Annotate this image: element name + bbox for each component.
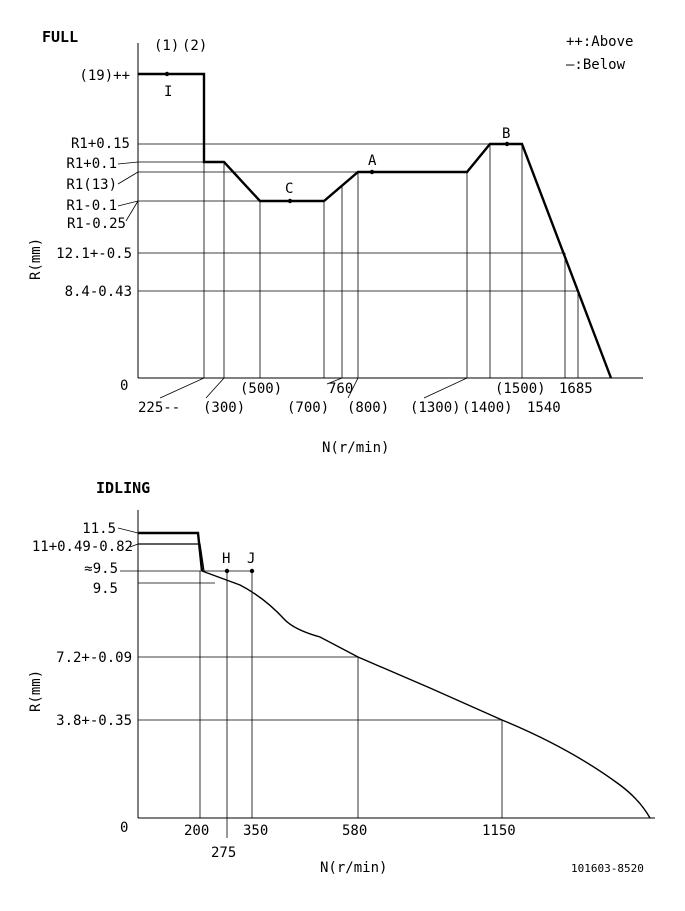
idling-main-curve	[202, 571, 650, 818]
idling-x-axis-title: N(r/min)	[320, 860, 388, 876]
point-C-marker	[288, 199, 292, 203]
idling-y-labels	[32, 521, 133, 729]
full-y-label-r1-13: R1(13)	[66, 177, 117, 193]
idling-chart	[28, 479, 655, 876]
full-x-label-1540: 1540	[527, 400, 561, 416]
legend-above: ++:Above	[566, 34, 634, 50]
idling-upper-curve	[138, 533, 202, 571]
full-chart	[28, 28, 643, 456]
idling-x-label-200: 200	[184, 823, 210, 839]
idling-y-axis-title: R(mm)	[28, 669, 44, 712]
point-A-marker	[370, 170, 374, 174]
point-J-marker	[250, 569, 254, 573]
idling-x-label-350: 350	[243, 823, 269, 839]
point-H-marker	[225, 569, 229, 573]
idling-y-label-approx-9-5: ≈9.5	[84, 561, 118, 577]
idling-title: IDLING	[96, 479, 151, 497]
full-x-label-800: (800)	[347, 400, 390, 416]
full-curve	[138, 74, 611, 378]
idling-y-label-11: 11+0.49-0.82	[31, 539, 133, 555]
full-x-label-500: (500)	[240, 381, 283, 397]
point-B-label: B	[502, 126, 511, 142]
point-I-label: I	[164, 84, 173, 100]
idling-x-label-275: 275	[211, 845, 237, 861]
full-x-label-1500: (1500)	[495, 381, 546, 397]
full-x-label-1400: (1400)	[462, 400, 513, 416]
full-x-label-300: (300)	[203, 400, 246, 416]
full-title: FULL	[42, 28, 79, 46]
point-H-label: H	[222, 551, 231, 567]
point-B-marker	[505, 142, 509, 146]
point-I-marker	[165, 72, 169, 76]
full-origin-label: 0	[120, 378, 129, 394]
full-y-axis-title: R(mm)	[28, 237, 44, 280]
note-2: (2)	[182, 38, 208, 54]
full-y-labels	[56, 68, 132, 300]
full-y-label-r1-m01: R1-0.1	[66, 198, 117, 214]
full-y-label-12-1: 12.1+-0.5	[56, 246, 132, 262]
idling-x-label-1150: 1150	[482, 823, 516, 839]
point-J-label: J	[247, 551, 256, 567]
idling-origin-label: 0	[120, 820, 129, 836]
idling-x-label-580: 580	[342, 823, 368, 839]
full-y-label-r1-m025: R1-0.25	[66, 216, 126, 232]
full-v-gridlines	[204, 144, 578, 378]
full-y-label-19: (19)++	[79, 68, 130, 84]
full-points	[164, 72, 510, 203]
legend-below: —:Below	[566, 57, 626, 73]
document-number: 101603-8520	[571, 862, 644, 875]
idling-h-gridlines	[120, 571, 502, 720]
full-x-labels	[138, 381, 593, 416]
idling-y-label-7-2: 7.2+-0.09	[56, 650, 132, 666]
full-y-label-r1-01: R1+0.1	[66, 156, 117, 172]
idling-v-gridlines	[200, 571, 502, 838]
full-x-label-225: 225--	[138, 400, 181, 416]
full-y-label-8-4: 8.4-0.43	[64, 284, 132, 300]
idling-y-label-9-5: 9.5	[92, 581, 118, 597]
full-x-label-1300: (1300)	[410, 400, 461, 416]
idling-y-label-11-5: 11.5	[82, 521, 116, 537]
point-C-label: C	[285, 181, 294, 197]
full-x-label-700: (700)	[287, 400, 330, 416]
idling-points	[222, 551, 255, 573]
full-x-label-760: 760	[328, 381, 354, 397]
full-y-label-r1-015: R1+0.15	[70, 136, 130, 152]
idling-lower-curve	[138, 544, 204, 571]
idling-y-label-3-8: 3.8+-0.35	[56, 713, 132, 729]
full-x-axis-title: N(r/min)	[322, 440, 390, 456]
idling-x-labels	[184, 823, 516, 861]
full-leader-lines	[118, 162, 467, 398]
point-A-label: A	[368, 153, 377, 169]
note-1: (1)	[154, 38, 180, 54]
full-x-label-1685: 1685	[559, 381, 593, 397]
